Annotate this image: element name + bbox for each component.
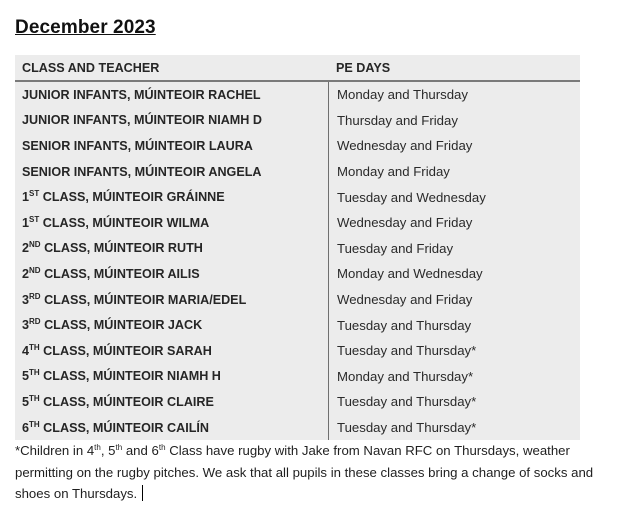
text-cursor [142, 485, 143, 501]
table-row [15, 159, 580, 185]
ordinal-suffix: TH [29, 368, 40, 378]
table-row [15, 364, 580, 390]
ordinal-suffix: ND [29, 265, 41, 275]
table-row [15, 82, 580, 108]
class-ordinal: 5 [22, 394, 30, 409]
class-teacher-cell [15, 318, 328, 332]
class-ordinal: 3 [22, 318, 30, 333]
table-row [15, 287, 580, 313]
table-row [15, 389, 580, 415]
pe-days-cell: Wednesday and Friday [328, 287, 580, 313]
ordinal-suffix: ST [29, 214, 40, 224]
document-title: December 2023 [15, 17, 156, 38]
class-teacher-cell [15, 344, 328, 358]
pe-days-cell: Thursday and Friday [328, 108, 580, 134]
table-row [15, 210, 580, 236]
pe-days-cell: Tuesday and Wednesday [328, 184, 580, 210]
pe-days-cell: Wednesday and Friday [328, 133, 580, 159]
class-ordinal: 6 [22, 420, 30, 435]
footnote-sup: th [94, 443, 101, 452]
table-row [15, 184, 580, 210]
table-row [15, 133, 580, 159]
class-teacher-cell [15, 241, 328, 255]
class-teacher-cell [15, 113, 328, 127]
pe-days-cell: Wednesday and Friday [328, 210, 580, 236]
ordinal-suffix: RD [29, 291, 41, 301]
class-teacher-cell [15, 293, 328, 307]
class-teacher-cell [15, 216, 328, 230]
class-teacher-text: CLASS, MÚINTEOIR MARIA/EDEL [40, 292, 247, 307]
pe-days-cell: Tuesday and Thursday* [328, 389, 580, 415]
class-teacher-text: JUNIOR INFANTS, MÚINTEOIR RACHEL [22, 87, 261, 102]
class-teacher-cell [15, 369, 328, 383]
table-body [15, 82, 580, 440]
rugby-footnote[interactable] [15, 440, 615, 505]
class-ordinal: 1 [22, 215, 30, 230]
class-teacher-text: CLASS, MÚINTEOIR AILIS [40, 266, 200, 281]
class-teacher-cell [15, 88, 328, 102]
header-class-and-teacher: CLASS AND TEACHER [22, 60, 160, 75]
ordinal-suffix: ST [29, 189, 40, 199]
class-teacher-text: CLASS, MÚINTEOIR WILMA [39, 215, 210, 230]
footnote-text: *Children in 4 [15, 443, 95, 458]
pe-days-cell: Monday and Thursday* [328, 364, 580, 390]
class-teacher-text: SENIOR INFANTS, MÚINTEOIR ANGELA [22, 164, 262, 179]
pe-days-cell: Tuesday and Friday [328, 236, 580, 262]
class-ordinal: 1 [22, 190, 30, 205]
table-row [15, 236, 580, 262]
table-row [15, 415, 580, 441]
ordinal-suffix: ND [29, 240, 41, 250]
class-teacher-cell [15, 267, 328, 281]
pe-days-cell: Tuesday and Thursday* [328, 338, 580, 364]
class-teacher-text: CLASS, MÚINTEOIR CLAIRE [39, 394, 214, 409]
class-teacher-cell [15, 165, 328, 179]
table-row [15, 261, 580, 287]
class-ordinal: 4 [22, 343, 30, 358]
class-teacher-text: CLASS, MÚINTEOIR JACK [40, 318, 203, 333]
pe-days-cell: Monday and Thursday [328, 82, 580, 108]
table-row [15, 108, 580, 134]
footnote-text: , 5 [100, 443, 116, 458]
class-teacher-text: CLASS, MÚINTEOIR GRÁINNE [39, 190, 225, 205]
class-teacher-text: SENIOR INFANTS, MÚINTEOIR LAURA [22, 138, 253, 153]
class-teacher-cell [15, 421, 328, 435]
class-ordinal: 2 [22, 241, 30, 256]
pe-days-cell: Tuesday and Thursday* [328, 415, 580, 441]
pe-days-cell: Tuesday and Thursday [328, 312, 580, 338]
footnote-text: Class have rugby with Jake from Navan RFC on Thursdays, weather permitting on the rugby pitches. We ask that all pupils in these classes bring a change of socks and shoes on Thursdays. [15, 443, 594, 501]
class-ordinal: 2 [22, 266, 30, 281]
class-teacher-text: JUNIOR INFANTS, MÚINTEOIR NIAMH D [22, 113, 262, 128]
ordinal-suffix: TH [29, 342, 40, 352]
header-pe-days: PE DAYS [336, 60, 391, 75]
class-teacher-text: CLASS, MÚINTEOIR SARAH [39, 343, 212, 358]
class-teacher-text: CLASS, MÚINTEOIR NIAMH H [39, 369, 221, 384]
pe-days-table [15, 55, 580, 440]
pe-days-cell: Monday and Friday [328, 159, 580, 185]
class-teacher-cell [15, 395, 328, 409]
ordinal-suffix: RD [29, 317, 41, 327]
table-header-row [15, 55, 580, 82]
ordinal-suffix: TH [29, 393, 40, 403]
class-teacher-text: CLASS, MÚINTEOIR RUTH [40, 241, 203, 256]
footnote-sup: th [158, 443, 166, 452]
table-row [15, 312, 580, 338]
class-teacher-cell [15, 139, 328, 153]
class-ordinal: 5 [22, 369, 30, 384]
footnote-sup: th [115, 443, 123, 452]
class-teacher-cell [15, 190, 328, 204]
table-row [15, 338, 580, 364]
class-teacher-text: CLASS, MÚINTEOIR CAILÍN [39, 420, 210, 435]
footnote-text: and 6 [122, 443, 159, 458]
pe-days-cell: Monday and Wednesday [328, 261, 580, 287]
class-ordinal: 3 [22, 292, 30, 307]
ordinal-suffix: TH [29, 419, 40, 429]
